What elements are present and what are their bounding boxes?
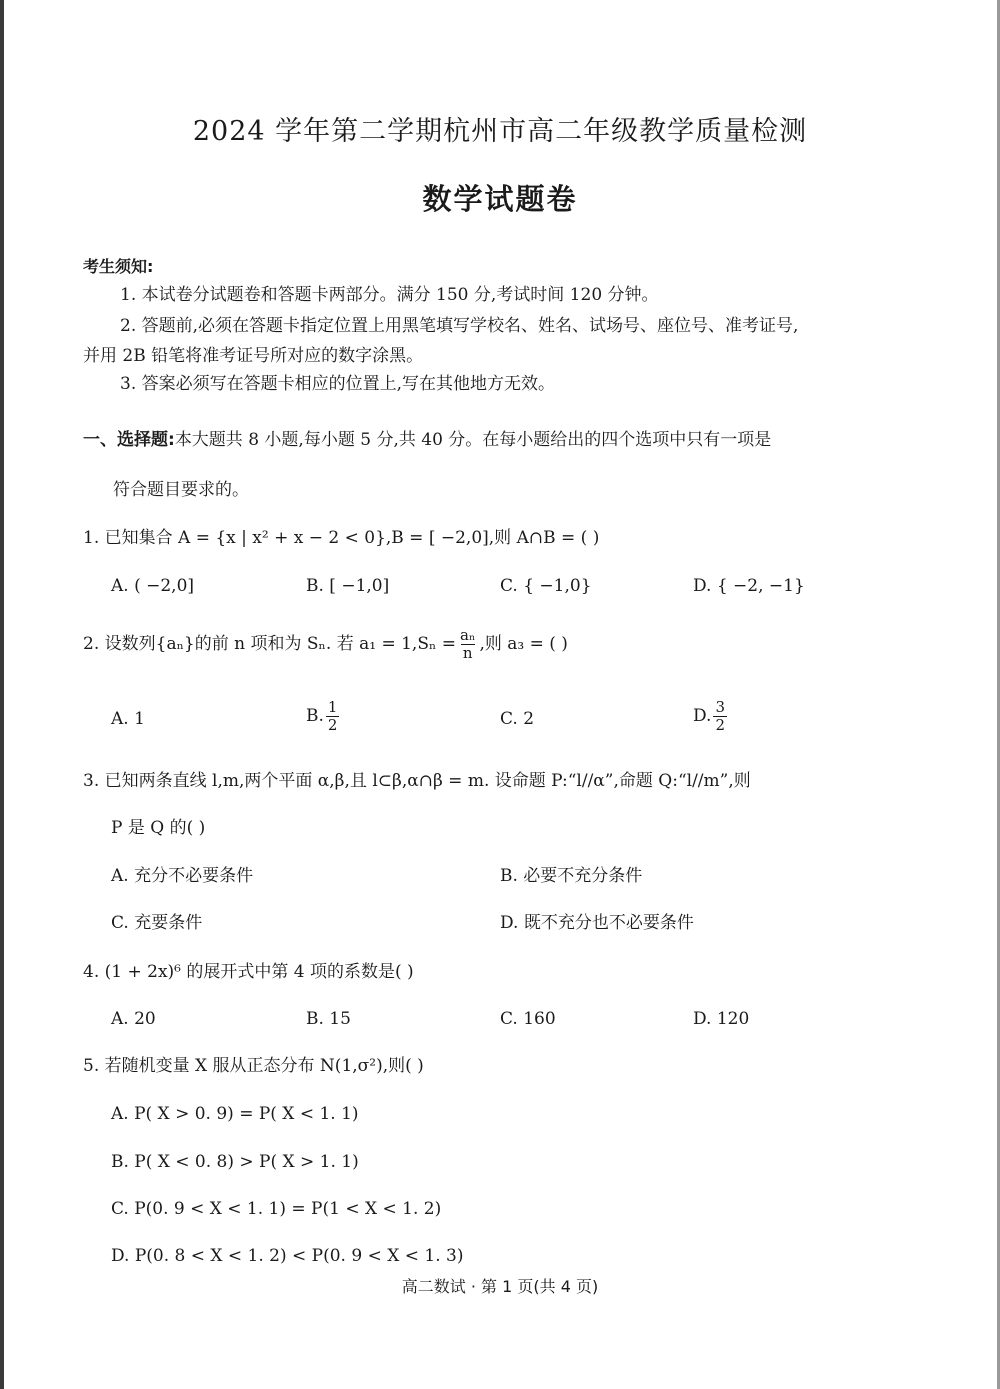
section-1-heading: 一、选择题:	[83, 430, 175, 450]
q1-option-c: C. { −1,0}	[500, 576, 592, 596]
q2-option-b	[306, 700, 341, 734]
q2-option-d	[693, 700, 729, 734]
notice-item-2: 2. 答题前,必须在答题卡指定位置上用黑笔填写学校名、姓名、试场号、座位号、准考证号,	[120, 316, 799, 336]
question-5-stem: 5. 若随机变量 X 服从正态分布 N(1,σ²),则( )	[83, 1056, 424, 1076]
q2-option-d-den: 2	[715, 715, 725, 734]
q2-option-c: C. 2	[500, 709, 535, 729]
question-2-stem	[83, 628, 568, 662]
exam-subtitle: 数学试题卷	[422, 182, 578, 216]
q2-frac-num: aₙ	[460, 626, 476, 644]
q2-option-b-den: 2	[327, 715, 338, 734]
q2-fraction	[458, 628, 477, 662]
q2-option-d-label: D.	[693, 706, 712, 727]
q4-option-d: D. 120	[693, 1009, 750, 1029]
q1-option-a: A. ( −2,0]	[111, 576, 195, 596]
q5-option-a: A. P( X > 0. 9) = P( X < 1. 1)	[111, 1104, 359, 1124]
q1-option-b: B. [ −1,0]	[306, 576, 390, 596]
q5-option-c: C. P(0. 9 < X < 1. 1) = P(1 < X < 1. 2)	[111, 1199, 442, 1219]
q4-option-a: A. 20	[111, 1009, 156, 1029]
notice-item-3: 3. 答案必须写在答题卡相应的位置上,写在其他地方无效。	[120, 374, 556, 394]
q5-option-d: D. P(0. 8 < X < 1. 2) < P(0. 9 < X < 1. 3)	[111, 1246, 464, 1266]
section-1-desc-line1	[83, 432, 771, 449]
q4-option-b: B. 15	[306, 1009, 351, 1029]
q2-stem-b: ,则 a₃ = ( )	[479, 634, 568, 655]
q3-option-b: B. 必要不充分条件	[500, 866, 643, 886]
notice-item-2-cont: 并用 2B 铅笔将准考证号所对应的数字涂黑。	[83, 346, 424, 366]
section-1-desc: 本大题共 8 小题,每小题 5 分,共 40 分。在每小题给出的四个选项中只有一项是	[174, 430, 772, 450]
q3-option-c: C. 充要条件	[111, 913, 203, 933]
question-4-stem: 4. (1 + 2x)⁶ 的展开式中第 4 项的系数是( )	[83, 962, 414, 982]
q2-option-b-num: 1	[327, 698, 338, 716]
notice-item-1: 1. 本试卷分试题卷和答题卡两部分。满分 150 分,考试时间 120 分钟。	[120, 285, 659, 305]
q2-option-a: A. 1	[111, 709, 145, 729]
q2-option-d-num: 3	[715, 698, 725, 716]
q2-stem-a: 2. 设数列{aₙ}的前 n 项和为 Sₙ. 若 a₁ = 1,Sₙ =	[83, 634, 456, 655]
q4-option-c: C. 160	[500, 1009, 556, 1029]
question-3-stem-line1: 3. 已知两条直线 l,m,两个平面 α,β,且 l⊂β,α∩β = m. 设命题 P:“l//α”,命题 Q:“l//m”,则	[83, 771, 751, 791]
question-1-stem: 1. 已知集合 A = {x | x² + x − 2 < 0},B = [ −2,0],则 A∩B = ( )	[83, 528, 600, 548]
notice-heading: 考生须知:	[83, 257, 154, 276]
q2-option-b-label: B.	[306, 706, 324, 727]
page-footer: 高二数试 · 第 1 页(共 4 页)	[401, 1277, 599, 1296]
q3-option-d: D. 既不充分也不必要条件	[500, 913, 694, 933]
q3-option-a: A. 充分不必要条件	[111, 866, 254, 886]
question-3-stem-line2: P 是 Q 的( )	[111, 818, 206, 838]
exam-title: 2024 学年第二学期杭州市高二年级教学质量检测	[192, 116, 808, 147]
q1-option-d: D. { −2, −1}	[693, 576, 805, 596]
section-1-desc-line2: 符合题目要求的。	[113, 480, 249, 500]
q2-frac-den: n	[462, 643, 473, 662]
q5-option-b: B. P( X < 0. 8) > P( X > 1. 1)	[111, 1152, 359, 1172]
